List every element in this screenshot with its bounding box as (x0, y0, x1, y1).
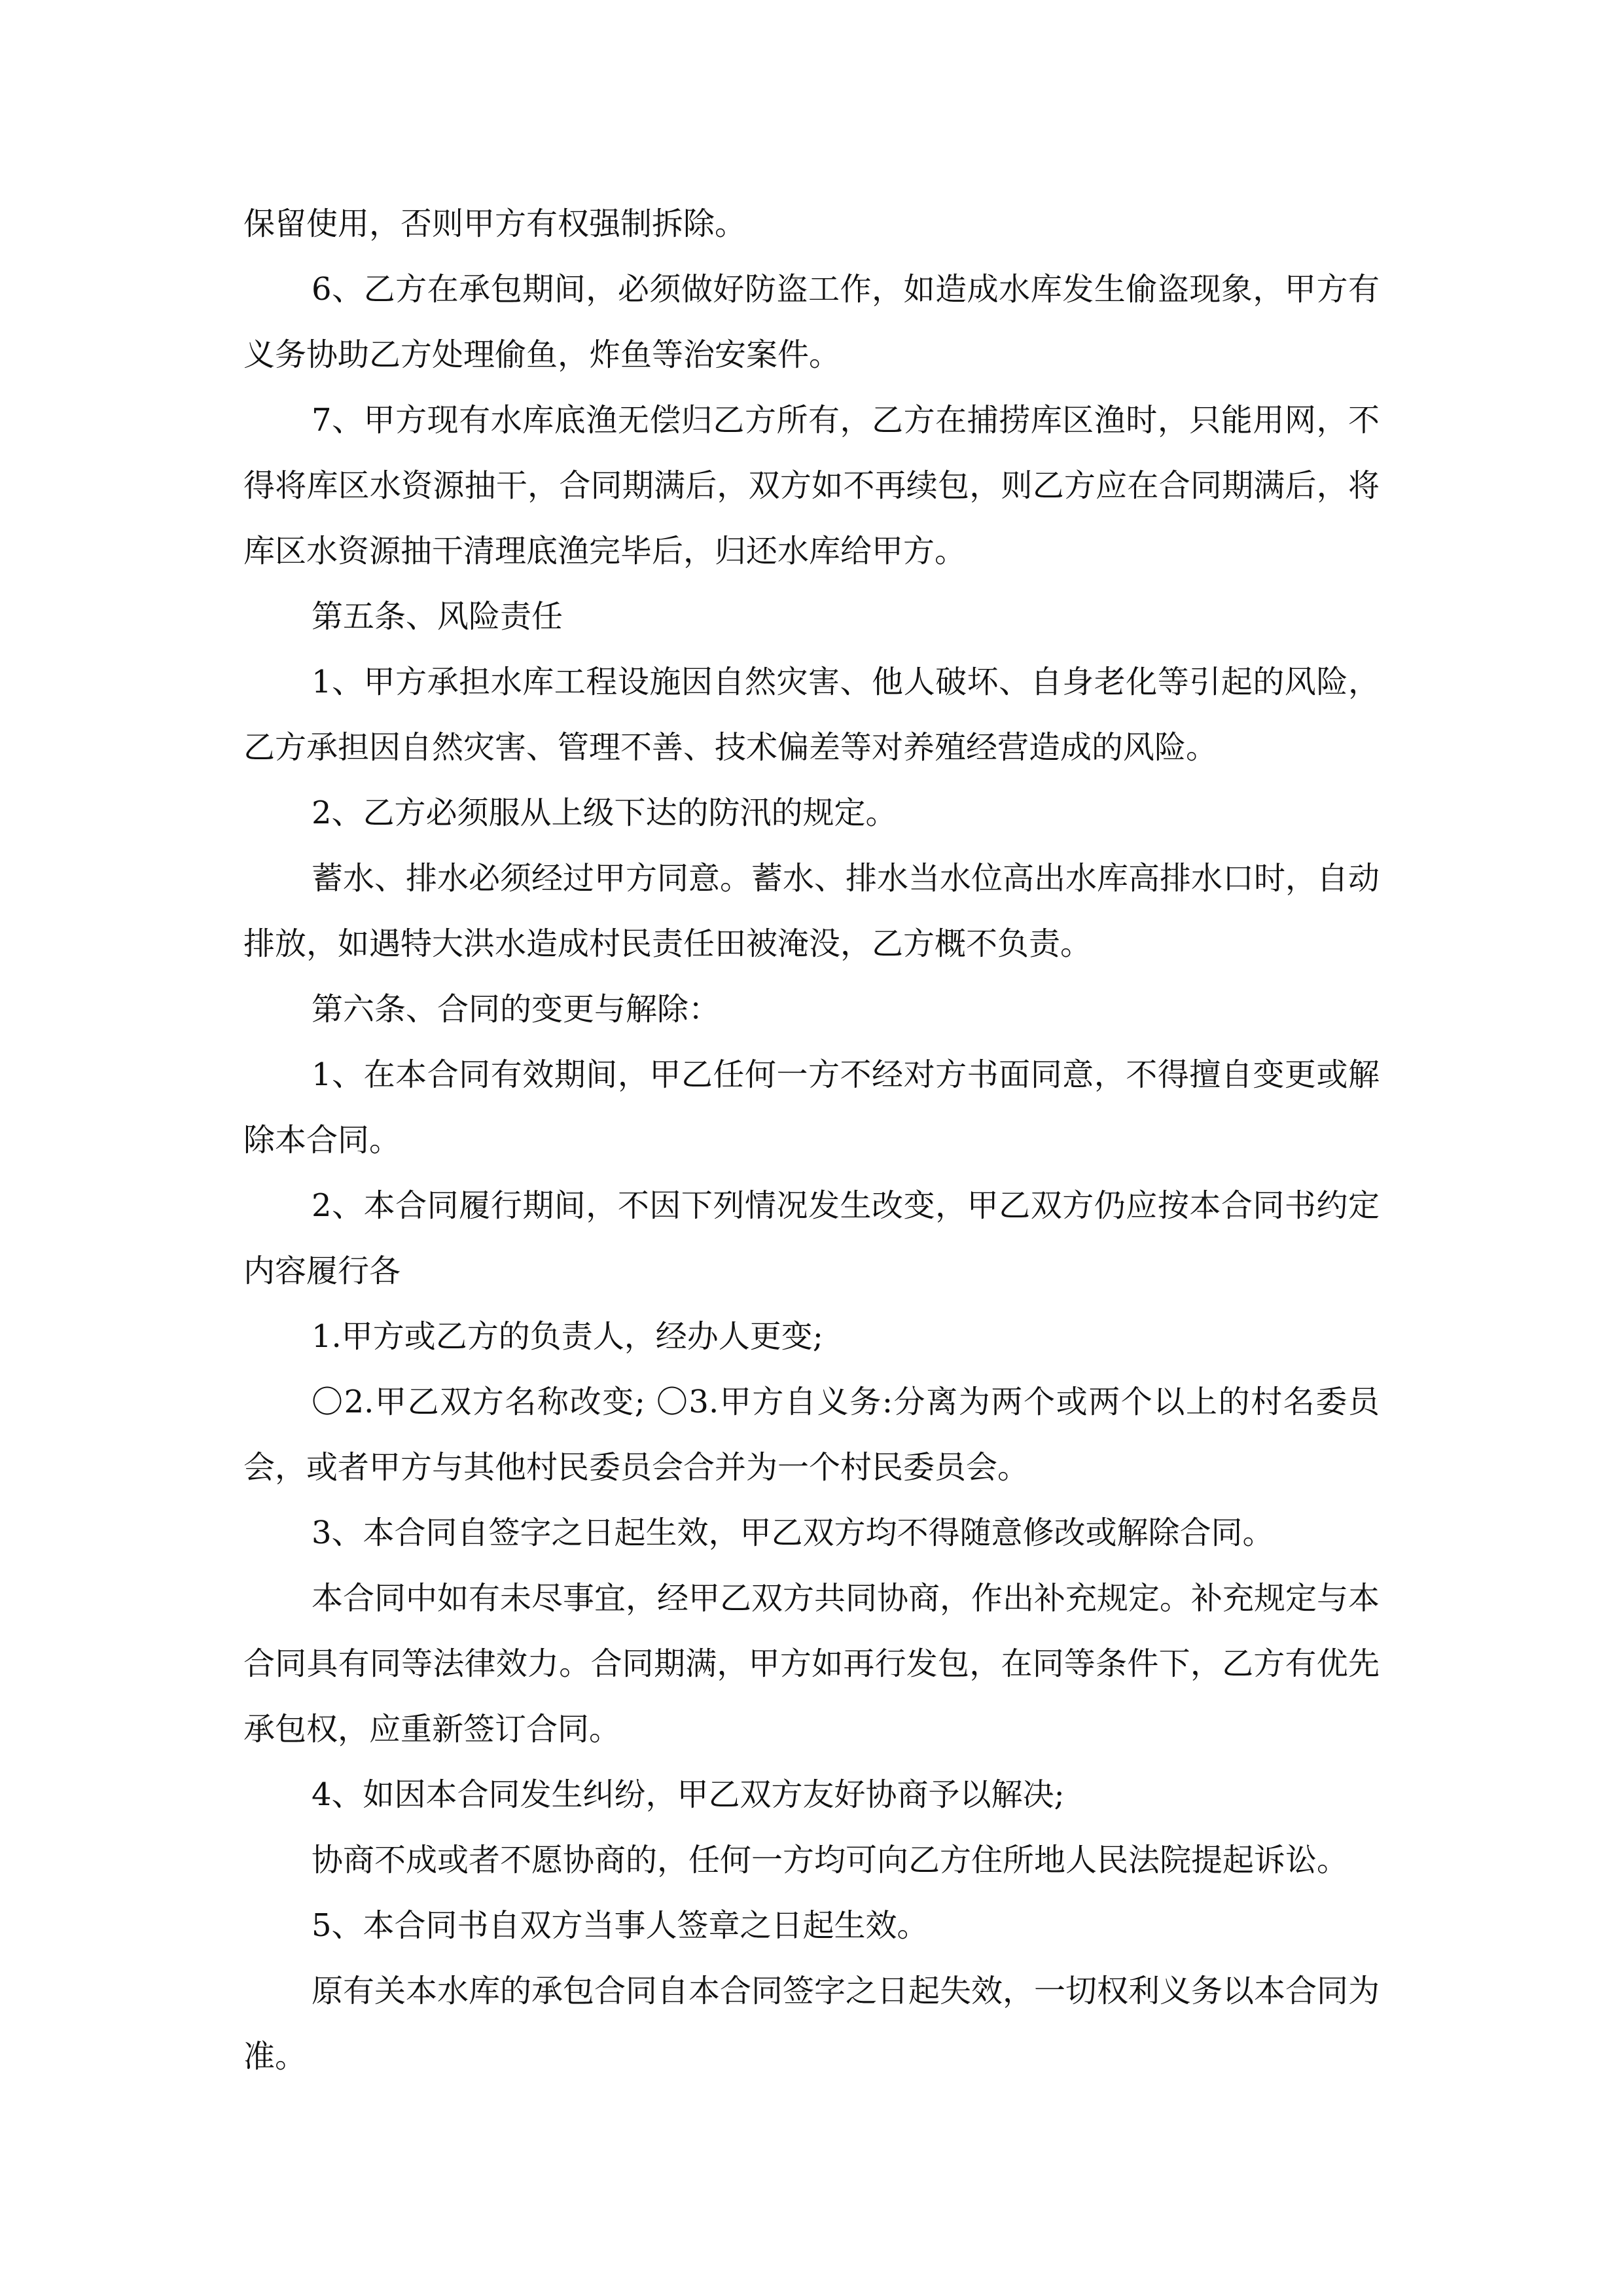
paragraph: 7、甲方现有水库底渔无偿归乙方所有，乙方在捕捞库区渔时，只能用网，不得将库区水资源抽干，合同期满后，双方如不再续包，则乙方应在合同期满后，将库区水资源抽干清理底渔完毕后，归还水库给甲方。 (243, 402, 1380, 569)
paragraph: 2、本合同履行期间，不因下列情况发生改变，甲乙双方仍应按本合同书约定内容履行各 (243, 1187, 1380, 1289)
paragraph: 〇2.甲乙双方名称改变; 〇3.甲方自义务:分离为两个或两个以上的村名委员会，或者甲方与其他村民委员会合并为一个村民委员会。 (243, 1384, 1380, 1486)
paragraph: 4、如因本合同发生纠纷，甲乙双方友好协商予以解决; (312, 1776, 1065, 1813)
paragraph: 1.甲方或乙方的负责人，经办人更变; (312, 1318, 823, 1355)
section-heading: 第六条、合同的变更与解除： (312, 991, 721, 1028)
paragraph: 6、乙方在承包期间，必须做好防盗工作，如造成水库发生偷盗现象，甲方有义务协助乙方处理偷鱼，炸鱼等治安案件。 (243, 271, 1380, 373)
paragraph: 协商不成或者不愿协商的，任何一方均可向乙方住所地人民法院提起诉讼。 (312, 1842, 1349, 1878)
document-body (243, 191, 1380, 2089)
paragraph: 3、本合同自签字之日起生效，甲乙双方均不得随意修改或解除合同。 (312, 1515, 1274, 1551)
paragraph: 原有关本水库的承包合同自本合同签字之日起失效，一切权利义务以本合同为准。 (243, 1973, 1380, 2075)
paragraph: 5、本合同书自双方当事人签章之日起生效。 (312, 1907, 929, 1944)
paragraph: 1、在本合同有效期间，甲乙任何一方不经对方书面同意，不得擅自变更或解除本合同。 (243, 1056, 1380, 1158)
paragraph: 保留使用，否则甲方有权强制拆除。 (243, 206, 747, 242)
paragraph: 本合同中如有未尽事宜，经甲乙双方共同协商，作出补充规定。补充规定与本合同具有同等法律效力。合同期满，甲方如再行发包，在同等条件下，乙方有优先承包权，应重新签订合同。 (243, 1580, 1380, 1748)
paragraph: 蓄水、排水必须经过甲方同意。蓄水、排水当水位高出水库高排水口时，自动排放，如遇特大洪水造成村民责任田被淹没，乙方概不负责。 (243, 860, 1380, 962)
paragraph: 2、乙方必须服从上级下达的防汛的规定。 (312, 795, 897, 831)
section-heading: 第五条、风险责任 (312, 598, 563, 635)
paragraph: 1、甲方承担水库工程设施因自然灾害、他人破坏、自身老化等引起的风险，乙方承担因自然灾害、管理不善、技术偏差等对养殖经营造成的风险。 (243, 664, 1380, 766)
